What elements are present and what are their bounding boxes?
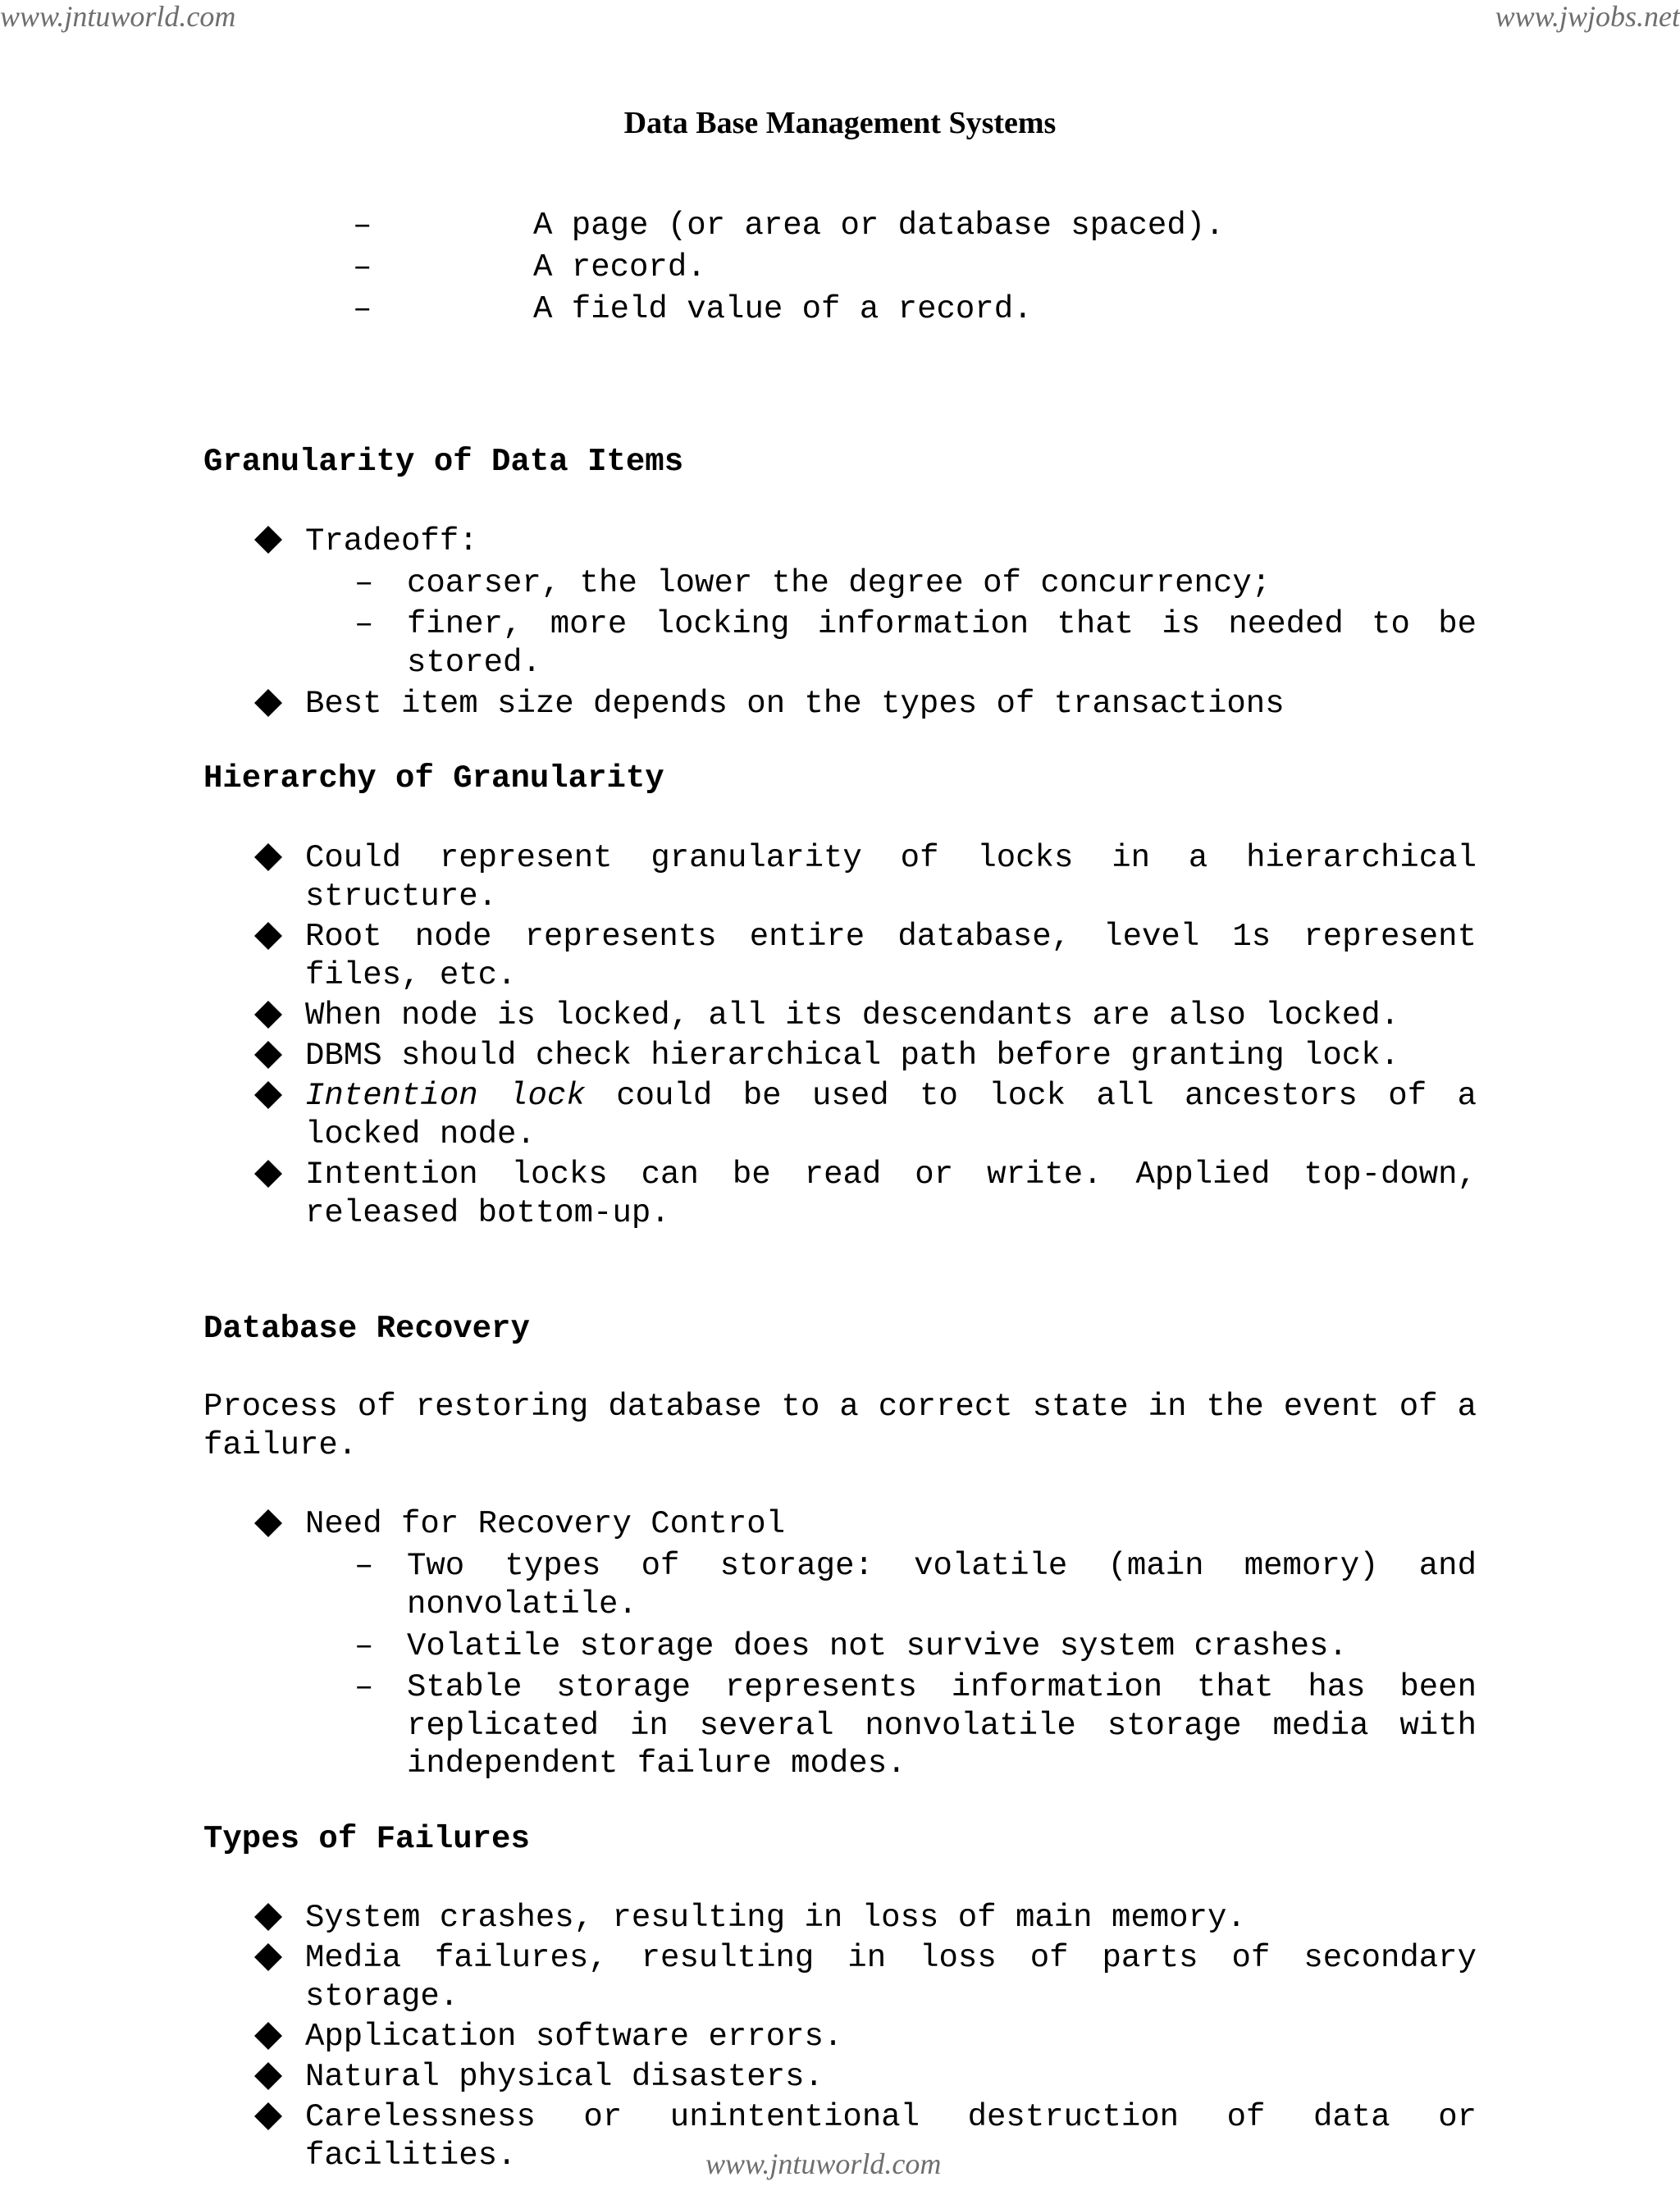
bullet-text: DBMS should check hierarchical path before granting lock. bbox=[305, 1038, 1400, 1074]
diamond-bullet-icon bbox=[254, 1081, 282, 1109]
diamond-bullet-icon bbox=[254, 2062, 282, 2090]
diamond-bullet-icon bbox=[254, 2102, 282, 2130]
section-heading: Granularity of Data Items bbox=[203, 444, 684, 480]
dash-marker: – bbox=[354, 1669, 374, 1705]
bullet-text: Need for Recovery Control bbox=[305, 1506, 786, 1542]
sub-bullet-text: finer, more locking information that is needed to be stored. bbox=[407, 606, 1477, 681]
sub-bullet-text: Volatile storage does not survive system crashes. bbox=[407, 1628, 1348, 1664]
diamond-bullet-icon bbox=[254, 1001, 282, 1029]
diamond-bullet-icon bbox=[254, 1509, 282, 1537]
bullet-text bbox=[305, 1077, 1477, 1153]
bullet-text-rest: could be used to lock all ancestors of a locked node. bbox=[305, 1078, 1477, 1152]
dash-marker: – bbox=[354, 606, 374, 642]
page-title: Data Base Management Systems bbox=[623, 106, 1057, 140]
bullet-text: Intention locks can be read or write. Applied top-down, released bottom-up. bbox=[305, 1157, 1477, 1231]
sub-bullet-text: Stable storage represents information that has been replicated in several nonvolatile storage media with independent failure modes. bbox=[407, 1669, 1477, 1782]
intention-lock-term: Intention lock bbox=[305, 1078, 586, 1114]
diamond-bullet-icon bbox=[254, 2022, 282, 2050]
bullet-text: Carelessness or unintentional destruction of data or facilities. bbox=[305, 2099, 1477, 2174]
list-item: A record. bbox=[533, 249, 706, 285]
sub-bullet-text: coarser, the lower the degree of concurrency; bbox=[407, 565, 1271, 601]
diamond-bullet-icon bbox=[254, 1160, 282, 1188]
section-heading: Database Recovery bbox=[203, 1311, 530, 1347]
dash-marker: – bbox=[354, 565, 374, 601]
dash-marker: – bbox=[353, 208, 372, 244]
diamond-bullet-icon bbox=[254, 1943, 282, 1971]
diamond-bullet-icon bbox=[254, 1903, 282, 1931]
watermark-bottom: www.jntuworld.com bbox=[705, 2147, 942, 2180]
list-item: A page (or area or database spaced). bbox=[533, 208, 1225, 244]
bullet-text: Best item size depends on the types of transactions bbox=[305, 686, 1285, 722]
bullet-text: System crashes, resulting in loss of main memory. bbox=[305, 1900, 1246, 1936]
bullet-text: Application software errors. bbox=[305, 2019, 843, 2055]
section-heading: Types of Failures bbox=[203, 1821, 530, 1857]
bullet-text: Could represent granularity of locks in a hierarchical structure. bbox=[305, 840, 1477, 915]
diamond-bullet-icon bbox=[254, 922, 282, 950]
section-heading: Hierarchy of Granularity bbox=[203, 760, 664, 796]
bullet-text: Natural physical disasters. bbox=[305, 2059, 824, 2095]
diamond-bullet-icon bbox=[254, 689, 282, 717]
bullet-text: Root node represents entire database, level 1s represent files, etc. bbox=[305, 919, 1477, 993]
diamond-bullet-icon bbox=[254, 526, 282, 554]
bullet-text: When node is locked, all its descendants are also locked. bbox=[305, 997, 1400, 1034]
dash-marker: – bbox=[353, 291, 372, 327]
sub-bullet-text: Two types of storage: volatile (main memory) and nonvolatile. bbox=[407, 1548, 1477, 1622]
bullet-text: Media failures, resulting in loss of parts of secondary storage. bbox=[305, 1940, 1477, 2015]
diamond-bullet-icon bbox=[254, 1041, 282, 1069]
paragraph: Process of restoring database to a correct state in the event of a failure. bbox=[203, 1389, 1477, 1463]
diamond-bullet-icon bbox=[254, 843, 282, 871]
watermark-top-left: www.jntuworld.com bbox=[0, 0, 236, 33]
dash-marker: – bbox=[353, 249, 372, 285]
list-item: A field value of a record. bbox=[533, 291, 1033, 327]
bullet-text: Tradeoff: bbox=[305, 523, 478, 559]
watermark-top-right: www.jwjobs.net bbox=[1495, 0, 1680, 33]
dash-marker: – bbox=[354, 1548, 374, 1584]
dash-marker: – bbox=[354, 1628, 374, 1664]
